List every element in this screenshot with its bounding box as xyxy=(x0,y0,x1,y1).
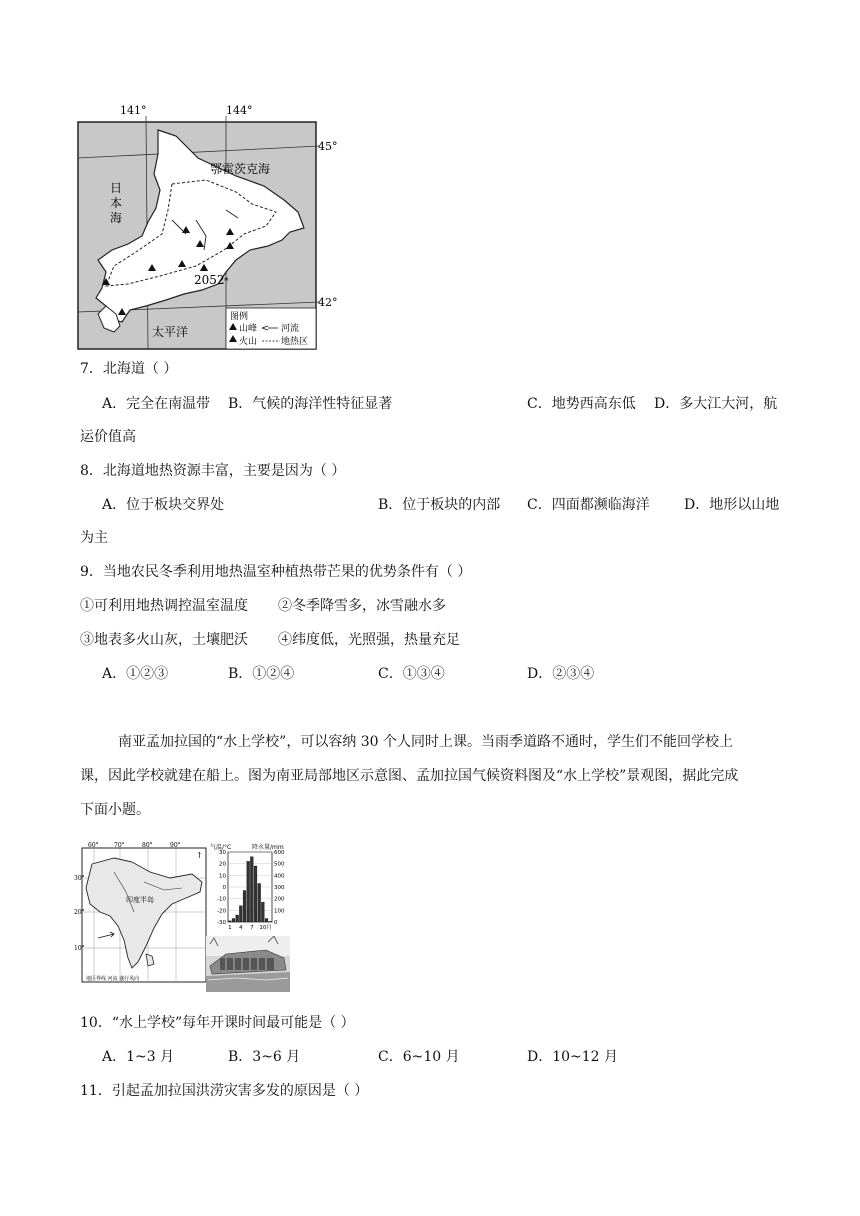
precip-bar xyxy=(239,906,242,922)
precip-bar xyxy=(265,919,268,923)
sa-lon-80: 80° xyxy=(142,842,153,849)
q9-statement-2: ②冬季降雪多，冰雪融水多 xyxy=(278,598,446,614)
q10-option-d[interactable]: D．10~12 月 xyxy=(527,1049,619,1065)
passage-line-3: 下面小题。 xyxy=(80,802,150,818)
lon-label-141: 141° xyxy=(120,104,147,117)
q10-option-a[interactable]: A．1~3 月 xyxy=(102,1049,175,1065)
month-tick-label: 7 xyxy=(250,925,254,931)
q7-option-a[interactable]: A．完全在南温带 xyxy=(102,396,211,412)
japan-sea-label-3: 海 xyxy=(110,211,123,225)
q8-option-a[interactable]: A．位于板块交界处 xyxy=(102,497,225,513)
q7-option-b[interactable]: B．气候的海洋性特征显著 xyxy=(228,396,393,412)
q10-option-c[interactable]: C．6~10 月 xyxy=(378,1049,460,1065)
climate-chart xyxy=(208,842,296,934)
hokkaido-map xyxy=(76,100,344,352)
temp-tick-label: 10 xyxy=(219,873,226,880)
q7-option-d-continued: 运价值高 xyxy=(80,429,136,445)
precip-bar xyxy=(261,902,264,922)
q8-option-b[interactable]: B．位于板块的内部 xyxy=(378,497,501,513)
lat-label-42: 42° xyxy=(318,296,338,309)
month-tick-label: 4 xyxy=(239,925,243,931)
japan-sea-label-2: 本 xyxy=(110,196,123,210)
sa-lon-90: 90° xyxy=(170,842,181,849)
temp-tick-label: 30 xyxy=(219,850,226,856)
japan-sea-label-1: 日 xyxy=(110,181,123,195)
q9-statement-1: ①可利用地热调控温室温度 xyxy=(80,598,248,614)
precip-tick-label: 500 xyxy=(274,861,285,868)
precip-tick-label: 400 xyxy=(274,873,285,880)
temp-axis-title: 气温/°C xyxy=(210,844,232,851)
passage-line-2: 课，因此学校就建在船上。图为南亚局部地区示意图、孟加拉国气候资料图及“水上学校”景观图，据此完成 xyxy=(80,768,739,784)
q11-stem: 11．引起孟加拉国洪涝灾害多发的原因是（ ） xyxy=(80,1083,369,1099)
q9-statement-4: ④纬度低，光照强，热量充足 xyxy=(278,632,460,648)
q9-option-c[interactable]: C．①③④ xyxy=(378,666,445,682)
q8-option-d-continued: 为主 xyxy=(80,530,108,546)
q9-option-d[interactable]: D．②③④ xyxy=(527,666,595,682)
month-tick-label: 10 xyxy=(259,925,267,931)
q7-stem: 7．北海道（ ） xyxy=(80,361,178,377)
sa-lat-30: 30° xyxy=(74,875,85,882)
q8-option-d[interactable]: D．地形以山地 xyxy=(684,497,780,513)
q9-stem: 9．当地农民冬季利用地热温室种植热带芒果的优势条件有（ ） xyxy=(80,564,472,580)
lon-label-144: 144° xyxy=(226,104,253,117)
temp-tick-label: -20 xyxy=(217,908,226,915)
passage-line-1: 南亚孟加拉国的“水上学校”，可以容纳 30 个人同时上课。当雨季道路不通时，学生们不能回学校上 xyxy=(118,734,734,750)
precip-bar xyxy=(258,884,261,923)
legend-geothermal: 地热区 xyxy=(281,337,309,347)
sa-lon-70: 70° xyxy=(114,842,125,849)
okhotsk-sea-label: 鄂霍茨克海 xyxy=(210,162,271,176)
q8-stem: 8．北海道地热资源丰富，主要是因为（ ） xyxy=(80,463,346,479)
q9-option-a[interactable]: A．①②③ xyxy=(102,666,169,682)
precip-tick-label: 600 xyxy=(274,850,285,856)
legend-river: 河流 xyxy=(281,324,300,334)
sa-lon-60: 60° xyxy=(88,842,99,849)
temp-tick-label: -10 xyxy=(217,896,226,903)
sa-lat-20: 20° xyxy=(74,909,85,916)
sa-legend-text: 地区界线 河流 盛行风向 xyxy=(86,976,140,982)
precip-tick-label: 300 xyxy=(274,885,285,891)
water-school-photo xyxy=(206,936,290,992)
month-tick-label: 1 xyxy=(228,925,232,931)
month-tick-label: 月 xyxy=(266,925,272,931)
temp-tick-label: -30 xyxy=(217,920,226,926)
precip-bar xyxy=(254,866,257,922)
temp-tick-label: 20 xyxy=(219,861,226,868)
south-asia-map xyxy=(74,842,208,990)
precip-bar xyxy=(247,861,250,922)
sa-region-label: 印度半岛 xyxy=(126,896,154,904)
precip-bar xyxy=(269,921,272,922)
peak-mark-icon: * xyxy=(224,277,229,287)
q8-option-c[interactable]: C．四面都濒临海洋 xyxy=(527,497,650,513)
precip-bar xyxy=(228,921,231,922)
q10-stem: 10．“水上学校”每年开课时间最可能是（ ） xyxy=(80,1015,355,1031)
q9-statement-3: ③地表多火山灰，土壤肥沃 xyxy=(80,632,248,648)
legend-volcano: 火山 xyxy=(239,337,258,347)
lat-label-45: 45° xyxy=(318,140,338,153)
legend-peak: 山峰 xyxy=(239,324,258,334)
precip-bar xyxy=(250,857,253,922)
precip-tick-label: 200 xyxy=(274,896,285,903)
temp-tick-label: 0 xyxy=(222,885,226,891)
q10-option-b[interactable]: B．3~6 月 xyxy=(228,1049,301,1065)
sa-lat-10: 10° xyxy=(74,945,85,952)
pacific-ocean-label: 太平洋 xyxy=(152,325,189,339)
precip-bar xyxy=(232,919,235,923)
sa-north-arrow-icon: ↑ xyxy=(196,851,203,860)
legend-title: 图例 xyxy=(230,312,249,322)
precip-tick-label: 0 xyxy=(274,920,278,926)
q7-option-d[interactable]: D．多大江大河，航 xyxy=(654,396,778,412)
peak-height-label: 2052 xyxy=(194,273,225,287)
precip-axis-title: 降水量/mm xyxy=(252,844,284,851)
precip-tick-label: 100 xyxy=(274,908,285,915)
q9-option-b[interactable]: B．①②④ xyxy=(228,666,295,682)
q7-option-c[interactable]: C．地势西高东低 xyxy=(527,396,636,412)
precip-bar xyxy=(236,915,239,922)
precip-bar xyxy=(243,891,246,923)
